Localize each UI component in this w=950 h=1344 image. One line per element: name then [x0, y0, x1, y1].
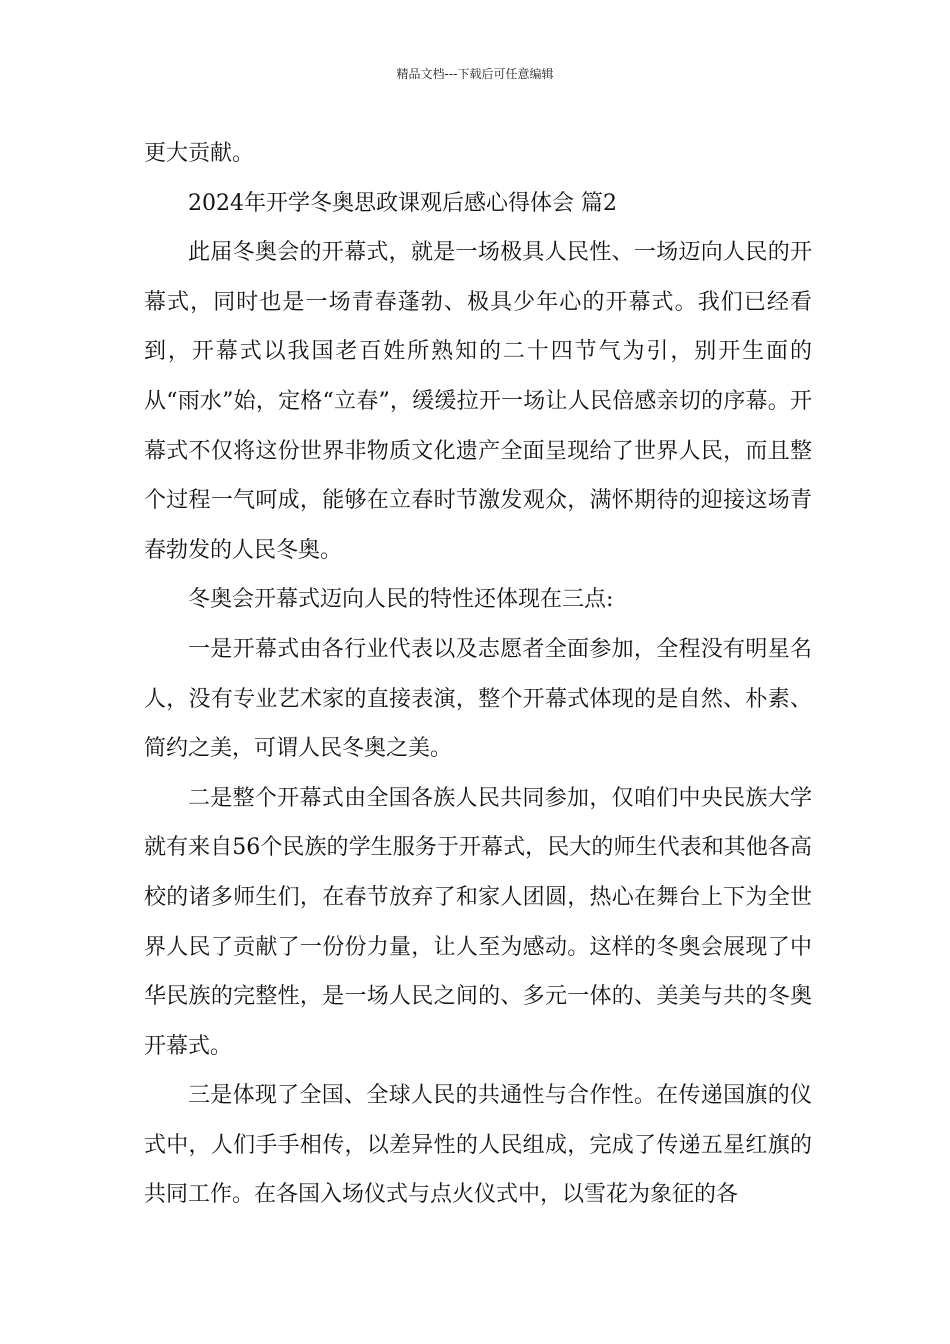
- section-heading: 2024年开学冬奥思政课观后感心得体会 篇2: [188, 190, 617, 216]
- paragraph: 一是开幕式由各行业代表以及志愿者全面参加，全程没有明星名人，没有专业艺术家的直接表演，整个开幕式体现的是自然、朴素、简约之美，可谓人民冬奥之美。: [144, 636, 812, 762]
- paragraph: 二是整个开幕式由全国各族人民共同参加，仅咱们中央民族大学就有来自56个民族的学生服务于开幕式，民大的师生代表和其他各高校的诸多师生们，在春节放弃了和家人团圆，热心在舞台上下为全世界人民了贡献了一份份力量，让人至为感动。这样的冬奥会展现了中华民族的完整性，是一场人民之间的、多元一体的、美美与共的冬奥开幕式。: [144, 785, 812, 1059]
- document-body: [144, 129, 812, 1220]
- page-header: 精品文档---下载后可任意编辑: [396, 67, 554, 81]
- paragraph: 冬奥会开幕式迈向人民的特性还体现在三点:: [188, 587, 614, 613]
- paragraph-continuation: 更大贡献。: [144, 141, 255, 166]
- paragraph: 此届冬奥会的开幕式，就是一场极具人民性、一场迈向人民的开幕式，同时也是一场青春蓬勃、极具少年心的开幕式。我们已经看到，开幕式以我国老百姓所熟知的二十四节气为引，别开生面的从“雨水”始，定格“立春”，缓缓拉开一场让人民倍感亲切的序幕。开幕式不仅将这份世界非物质文化遗产全面呈现给了世界人民，而且整个过程一气呵成，能够在立春时节激发观众，满怀期待的迎接这场青春勃发的人民冬奥。: [144, 240, 812, 563]
- paragraph: 三是体现了全国、全球人民的共通性与合作性。在传递国旗的仪式中，人们手手相传，以差异性的人民组成，完成了传递五星红旗的共同工作。在各国入场仪式与点火仪式中，以雪花为象征的各: [144, 1083, 812, 1208]
